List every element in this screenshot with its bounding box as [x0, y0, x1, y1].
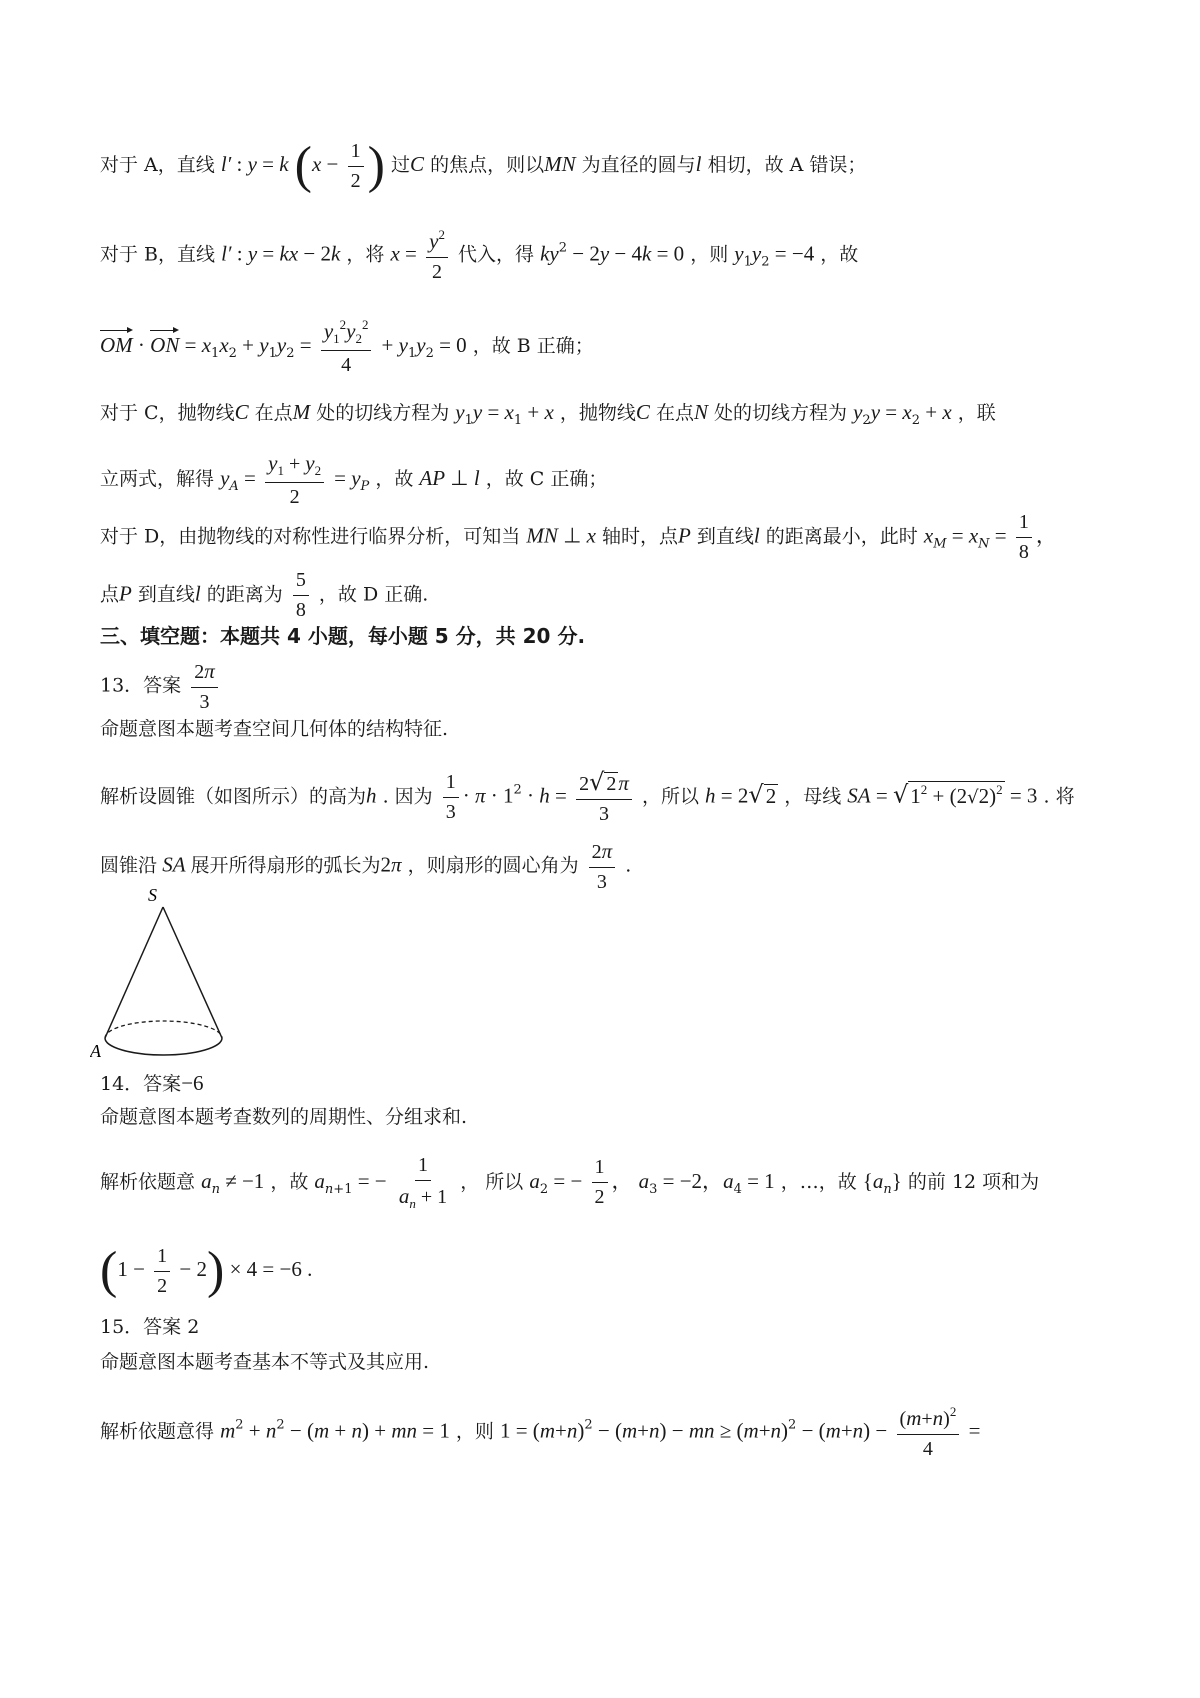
q14-answer-line	[100, 1073, 1140, 1094]
option-d-mid3: 的距离最小，此时	[765, 525, 918, 548]
option-c2-mid1: ，故	[375, 467, 414, 490]
q13-answer-line	[100, 660, 1140, 713]
option-b-line2: OM · ON = $x_1x_2 + y_1y_2$ = $\frac{y_1^2y_2^2}{4}$ + $y_1y_2 = 0$ ，故 B 正确；	[100, 317, 594, 376]
option-d-prefix: 对于 D，由抛物线的对称性进行临界分析，可知当	[100, 525, 521, 548]
option-a-prefix: 对于 A，直线	[100, 154, 215, 176]
option-a-end: 相切，故 A 错误；	[707, 154, 867, 176]
option-d-line2: 点P 到直线l 的距离为 $\frac{5}{8}$ ，故 D 正确.	[100, 569, 429, 621]
q14-analysis-prefix: 解析依题意	[100, 1170, 196, 1193]
q13-analysis-prefix: 解析设圆锥（如图所示）的高为	[100, 785, 367, 808]
option-d2-mid1: 到直线	[137, 583, 195, 606]
option-b-mid3: ，则	[690, 243, 729, 266]
q14-analysis-mid-dots: ，…，故	[780, 1170, 857, 1193]
option-b2-end: ，故 B 正确；	[472, 334, 594, 357]
q14-answer-value: −6	[181, 1071, 204, 1095]
option-b-line: 对于 B，直线 l′ : y = kx − 2k ，将 x = $\frac{y^2}{2}$ 代入，得 $ky^2 - 2y - 4k = 0$ ，则 $y_1y_2 = -4$ ，故	[100, 227, 859, 283]
option-c-prefix: 对于 C，抛物线	[100, 402, 235, 424]
option-b-end: ，故	[820, 243, 859, 266]
cone-base-front	[105, 1038, 222, 1055]
q13-analysis-mid1: . 因为	[382, 785, 433, 808]
option-a-mid2: 的焦点，则以	[430, 154, 545, 176]
q13-analysis-end: . 将	[1043, 785, 1075, 808]
option-d-mid1: 轴时，点	[602, 525, 679, 548]
q14-analysis-line: 解析依题意 $a_n \ne -1$ ，故 $a_{n+1}$ = − $\frac{1}{a_n + 1}$ ， 所以 $a_2$ = − $\frac{1}{2}$ ， $a_3 = -2$，$a_4 = 1$ ，…，故 $\{a_n\}$ 的前 12 项和为	[100, 1154, 1040, 1211]
section-3-heading: 三、填空题：本题共 4 小题，每小题 5 分，共 20 分.	[100, 624, 586, 648]
option-b-prefix: 对于 B，直线	[100, 243, 216, 266]
cone-label-s: S	[148, 885, 157, 905]
q13-line2-prefix: 圆锥沿	[100, 854, 158, 877]
option-b-mid2: 代入，得	[458, 243, 535, 266]
option-c-mid2: 处的切线方程为	[316, 402, 450, 424]
cone-right-edge	[163, 907, 222, 1038]
option-d2-end: ，故 D 正确.	[318, 583, 429, 606]
q13-line2-end: .	[625, 854, 632, 877]
q13-analysis-mid3: ，母线	[784, 785, 842, 808]
option-c-line2: 立两式，解得 $y_A$ = $\frac{y_1 + y_2}{2}$ = $y_P$ ，故 AP ⊥ l ，故 C 正确；	[100, 451, 608, 508]
option-c-line: 对于 C，抛物线C 在点M 处的切线方程为 $y_1y = x_1 + x$ ，抛物线C 在点N 处的切线方程为 $y_2y = x_2 + x$ ，联	[100, 400, 996, 428]
option-c-mid4: 在点	[655, 402, 694, 424]
option-c-end: ，联	[957, 402, 996, 424]
q13-analysis-line2: 圆锥沿 SA 展开所得扇形的弧长为2π ，则扇形的圆心角为 $\frac{2\pi}{3}$ .	[100, 839, 632, 893]
option-a-line: 对于 A，直线 l′ : y = k (x − $\frac{1}{2}$ ) 过C 的焦点，则以MN 为直径的圆与l 相切，故 A 错误；	[100, 137, 867, 194]
option-d2-mid2: 的距离为	[206, 583, 283, 606]
option-a-mid1: 过	[391, 154, 411, 176]
q15-analysis-prefix: 解析依题意得	[100, 1420, 215, 1443]
q14-analysis-mid2: ， 所以	[460, 1170, 524, 1193]
cone-base-back	[105, 1021, 222, 1038]
option-c-mid1: 在点	[254, 402, 293, 424]
q13-line2-mid1: 展开所得扇形的弧长为	[190, 854, 381, 877]
q14-sum-line: (1 − $\frac{1}{2}$ − 2) × 4 = −6 .	[100, 1242, 313, 1299]
q15-intent: 命题意图本题考查基本不等式及其应用.	[100, 1351, 430, 1373]
q13-answer-value: $\frac{2\pi}{3}$	[191, 660, 218, 713]
q14-analysis-mid1: ，故	[270, 1170, 309, 1193]
option-c2-prefix: 立两式，解得	[100, 467, 215, 490]
q13-intent: 命题意图本题考查空间几何体的结构特征.	[100, 718, 449, 740]
option-d2-prefix: 点	[100, 583, 120, 606]
option-a-mid3: 为直径的圆与	[581, 154, 696, 176]
cone-figure	[90, 885, 260, 1060]
q13-analysis-mid2: ，所以	[641, 785, 699, 808]
option-d-line: 对于 D，由抛物线的对称性进行临界分析，可知当 MN ⊥ x 轴时，点P 到直线l 的距离最小，此时 $x_M = x_N$ = $\frac{1}{8}$ ，	[100, 511, 1057, 563]
cone-label-a: A	[90, 1041, 101, 1060]
q13-analysis-line: 解析设圆锥（如图所示）的高为h . 因为 $\frac{1}{3}$ · $\pi \cdot 1^2 \cdot h$ = $\frac{2√ 2\pi}{3}$ ，所以 h = 2√2 ，母线 SA = $√1^2 + (2√2)^2 = 3$ . 将	[100, 768, 1075, 826]
q15-analysis-line: 解析依题意得 $m^2 + n^2 - (m + n)$ + mn = 1 ，则 $1 = (m+n)^2 - (m+n)$ − mn ≥ $(m+n)^2 - (m+n)$ − $\frac{(m+n)^2}{4}$ =	[100, 1404, 981, 1460]
q14-answer-label: 14．答案	[100, 1073, 182, 1095]
option-d-mid2: 到直线	[696, 525, 754, 548]
option-c-mid3: ，抛物线	[559, 402, 636, 424]
option-c-mid5: 处的切线方程为	[714, 402, 848, 424]
option-b-mid1: ，将	[346, 243, 385, 266]
q15-answer-line: 15．答案 2	[100, 1316, 200, 1338]
q14-intent: 命题意图本题考查数列的周期性、分组求和.	[100, 1106, 468, 1128]
q13-line2-mid2: ，则扇形的圆心角为	[407, 854, 579, 877]
cone-left-edge	[105, 907, 163, 1038]
q14-analysis-mid3: 的前 12 项和为	[907, 1170, 1040, 1193]
q15-analysis-mid1: ，则	[455, 1420, 494, 1443]
option-c2-end: ，故 C 正确；	[485, 467, 608, 490]
q13-answer-label: 13．答案	[100, 674, 182, 697]
